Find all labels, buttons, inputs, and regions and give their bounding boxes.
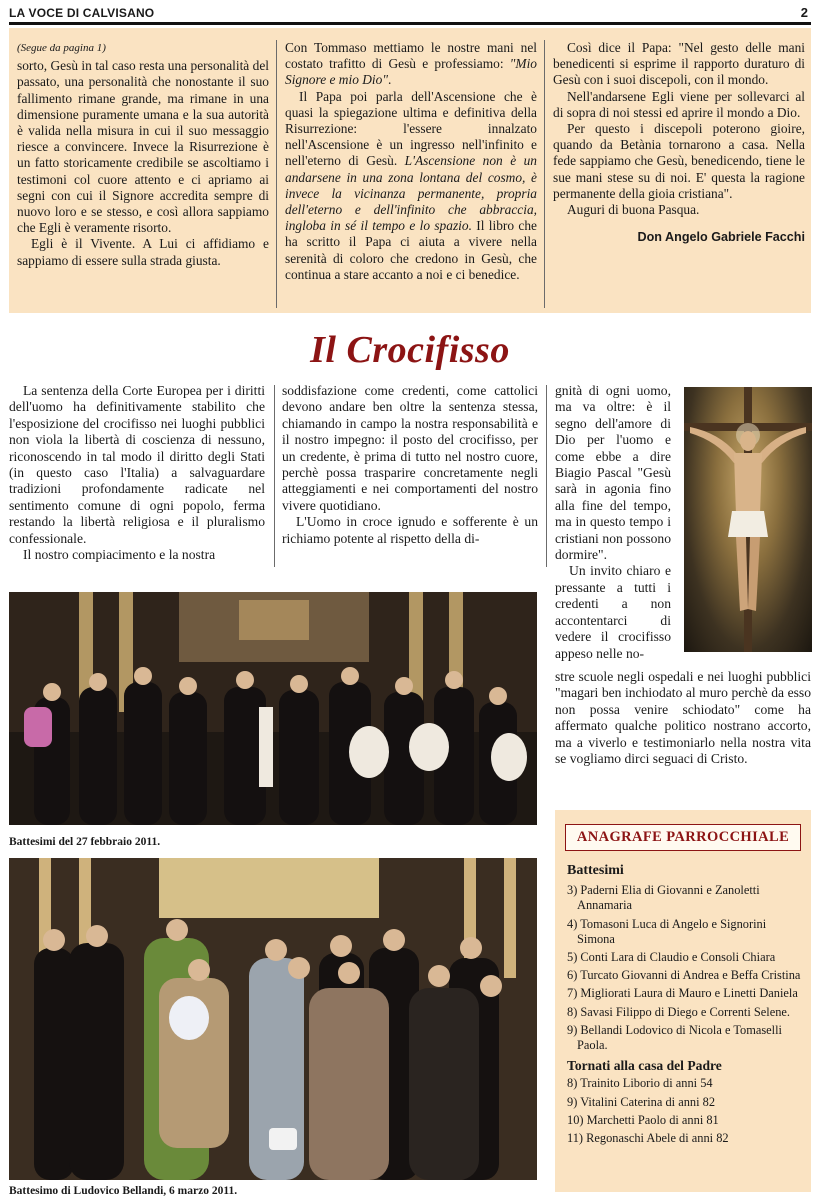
crocifisso-column-3-tail: stre scuole negli ospedali e nei luoghi pubblici "magari ben inchiodato al muro perchè da esso non possa venire schiodato" come ha affermato qualche politico nostrano accorto, ma a viverlo e testimoniarlo nella nostra vita se vogliamo dirci seguaci di Cristo. (555, 669, 811, 767)
paragraph: Per questo i discepoli poterono gioire, quando da Betània tornarono a casa. Nella fede sappiamo che Gesù, benedicendo, tiene le sue mani stese su di noi. E' questa la ragione permanente della gioia cristiana". (553, 121, 805, 201)
paragraph: Auguri di buona Pasqua. (567, 202, 700, 218)
list-item: 11) Regonaschi Abele di anni 82 (567, 1131, 729, 1146)
paragraph: Egli è il Vivente. A Lui ci affidiamo e sappiamo di essere sulla strada giusta. (17, 236, 269, 268)
paragraph: Con Tommaso mettiamo le nostre mani nel costato trafitto di Gesù e professiamo: "Mio Signore e mio Dio". (285, 40, 537, 88)
paragraph: Così dice il Papa: "Nel gesto delle mani benedicenti si esprime il rapporto duraturo di Gesù con i suoi discepoli, con il mondo. (553, 40, 805, 88)
list-item: 4) Tomasoni Luca di Angelo e Signorini Simona (567, 916, 767, 946)
paragraph: sorto, Gesù in tal caso resta una personalità del passato, una personalità che nonostante il suo fallimento rimane grande, ma rimane in una dimensione puramente umana e la sua autorità è valida nella misura in cui il suo messaggio riesce a convincere. Invece la Risurrezione è un fatto storicamente credibile se ascoltiamo i testimoni col cuore attento e ci apriamo ai segni con cui il Signore accredita sempre di nuovo loro e se stesso, e così allora sappiamo che Egli è veramente risorto. (17, 58, 269, 236)
column-divider (276, 40, 277, 308)
continued-article-column-2 (285, 40, 537, 283)
deaths-heading: Tornati alla casa del Padre (567, 1058, 722, 1074)
crocifisso-column-3 (555, 383, 671, 662)
baptism-photo-illustration (9, 858, 537, 1180)
paragraph: L'Uomo in croce ignudo e sofferente è un richiamo potente al rispetto della di- (282, 514, 538, 546)
list-item: 8) Trainito Liborio di anni 54 (567, 1076, 713, 1091)
paragraph: Nell'andarsene Egli viene per sollevarci al di sopra di noi stessi ed aprire il mondo a Dio. (553, 88, 805, 120)
list-item: 7) Migliorati Laura di Mauro e Linetti Daniela (567, 986, 798, 1001)
article-headline: Il Crocifisso (310, 329, 510, 371)
page-number: 2 (800, 5, 808, 20)
deaths-list (567, 1076, 803, 1146)
continued-article-column-1 (17, 40, 269, 269)
column-divider (274, 385, 275, 567)
list-item: 3) Paderni Elia di Giovanni e Zanoletti Annamaria (567, 883, 760, 913)
paragraph: Il nostro compiacimento e la nostra (23, 547, 216, 563)
photo2-caption: Battesimo di Ludovico Bellandi, 6 marzo 2011. (9, 1185, 238, 1197)
header-rule (9, 22, 811, 25)
crucifix-painting (684, 387, 812, 652)
baptisms-list (567, 883, 803, 1053)
photo1-caption: Battesimi del 27 febbraio 2011. (9, 836, 161, 848)
list-item: 5) Conti Lara di Claudio e Consoli Chiara (567, 950, 776, 965)
continued-article-column-3 (553, 40, 805, 245)
list-item: 9) Vitalini Caterina di anni 82 (567, 1094, 716, 1109)
column-divider (544, 40, 545, 308)
newspaper-title: LA VOCE DI CALVISANO (9, 6, 155, 20)
baptisms-heading: Battesimi (567, 863, 624, 878)
continued-from-note: (Segue da pagina 1) (17, 42, 106, 54)
paragraph: Il Papa poi parla dell'Ascensione che è quasi la spiegazione ultima e definitiva della Risurrezione: l'essere innalzato nell'Ascensione è un ingresso nell'infinito e nell'eterno di Gesù. L'Ascensione non è un andarsene in una zona lontana del cosmo, è invece la vicinanza permanente, propria dell'eterno e dell'infinito che abbraccia, ingloba in sé il tempo e lo spazio. Il libro che ha scritto il Papa ci aiuta a vivere nella serenità di coloro che credono in Gesù, che continua a stare accanto a noi e ci benedice. (285, 88, 538, 282)
parish-registry-body (567, 863, 803, 1149)
continued-article-box (9, 28, 811, 313)
paragraph: gnità di ogni uomo, ma va oltre: è il segno dell'amore di Dio per l'uomo e come ebbe a dire Biagio Pascal "Gesù sarà in agonia fino alla fine del tempo, ma in questo tempo i cristiani non possono dormire". (555, 383, 671, 563)
paragraph: La sentenza della Corte Europea per i diritti dell'uomo ha definitivamente stabilito che l'esposizione del crocifisso nei luoghi pubblici non viola la libertà di coscienza di nessuno, riconoscendo in tal modo il diritto degli Stati (in questo caso l'Italia) a salvaguardare tradizioni profondamente radicate nel sentimento comune di ogni popolo, ferma restando la libertà religiosa e il pluralismo confessionale. (9, 383, 265, 546)
author-signature: Don Angelo Gabriele Facchi (637, 230, 805, 245)
paragraph: soddisfazione come credenti, come cattolici devono andare ben oltre la sentenza stessa, chiamando in campo la nostra responsabilità e il nostro impegno: il posto del crocifisso, per un credente, è prima di tutto nel nostro cuore, perchè possa trasparire concretamente negli atteggiamenti e nei comportamenti del nostro vivere quotidiano. (282, 383, 538, 513)
crocifisso-column-2 (282, 383, 538, 547)
baptism-family-photo (9, 858, 537, 1180)
list-item: 9) Bellandi Lodovico di Nicola e Tomaselli Paola. (567, 1022, 783, 1053)
crucifix-illustration (684, 387, 812, 652)
crocifisso-column-1 (9, 383, 265, 563)
column-divider (546, 385, 547, 567)
list-item: 10) Marchetti Paolo di anni 81 (567, 1112, 719, 1127)
baptisms-group-photo (9, 592, 537, 825)
list-item: 8) Savasi Filippo di Diego e Correnti Selene. (567, 1004, 790, 1019)
parish-registry-title: ANAGRAFE PARROCCHIALE (565, 824, 801, 851)
baptisms-photo-illustration (9, 592, 537, 825)
list-item: 6) Turcato Giovanni di Andrea e Beffa Cristina (567, 968, 801, 983)
paragraph: Un invito chiaro e pressante a tutti i credenti a non accontentarci di vedere il crocifisso appeso nelle no- (555, 563, 671, 661)
parish-registry-box (555, 810, 811, 1192)
